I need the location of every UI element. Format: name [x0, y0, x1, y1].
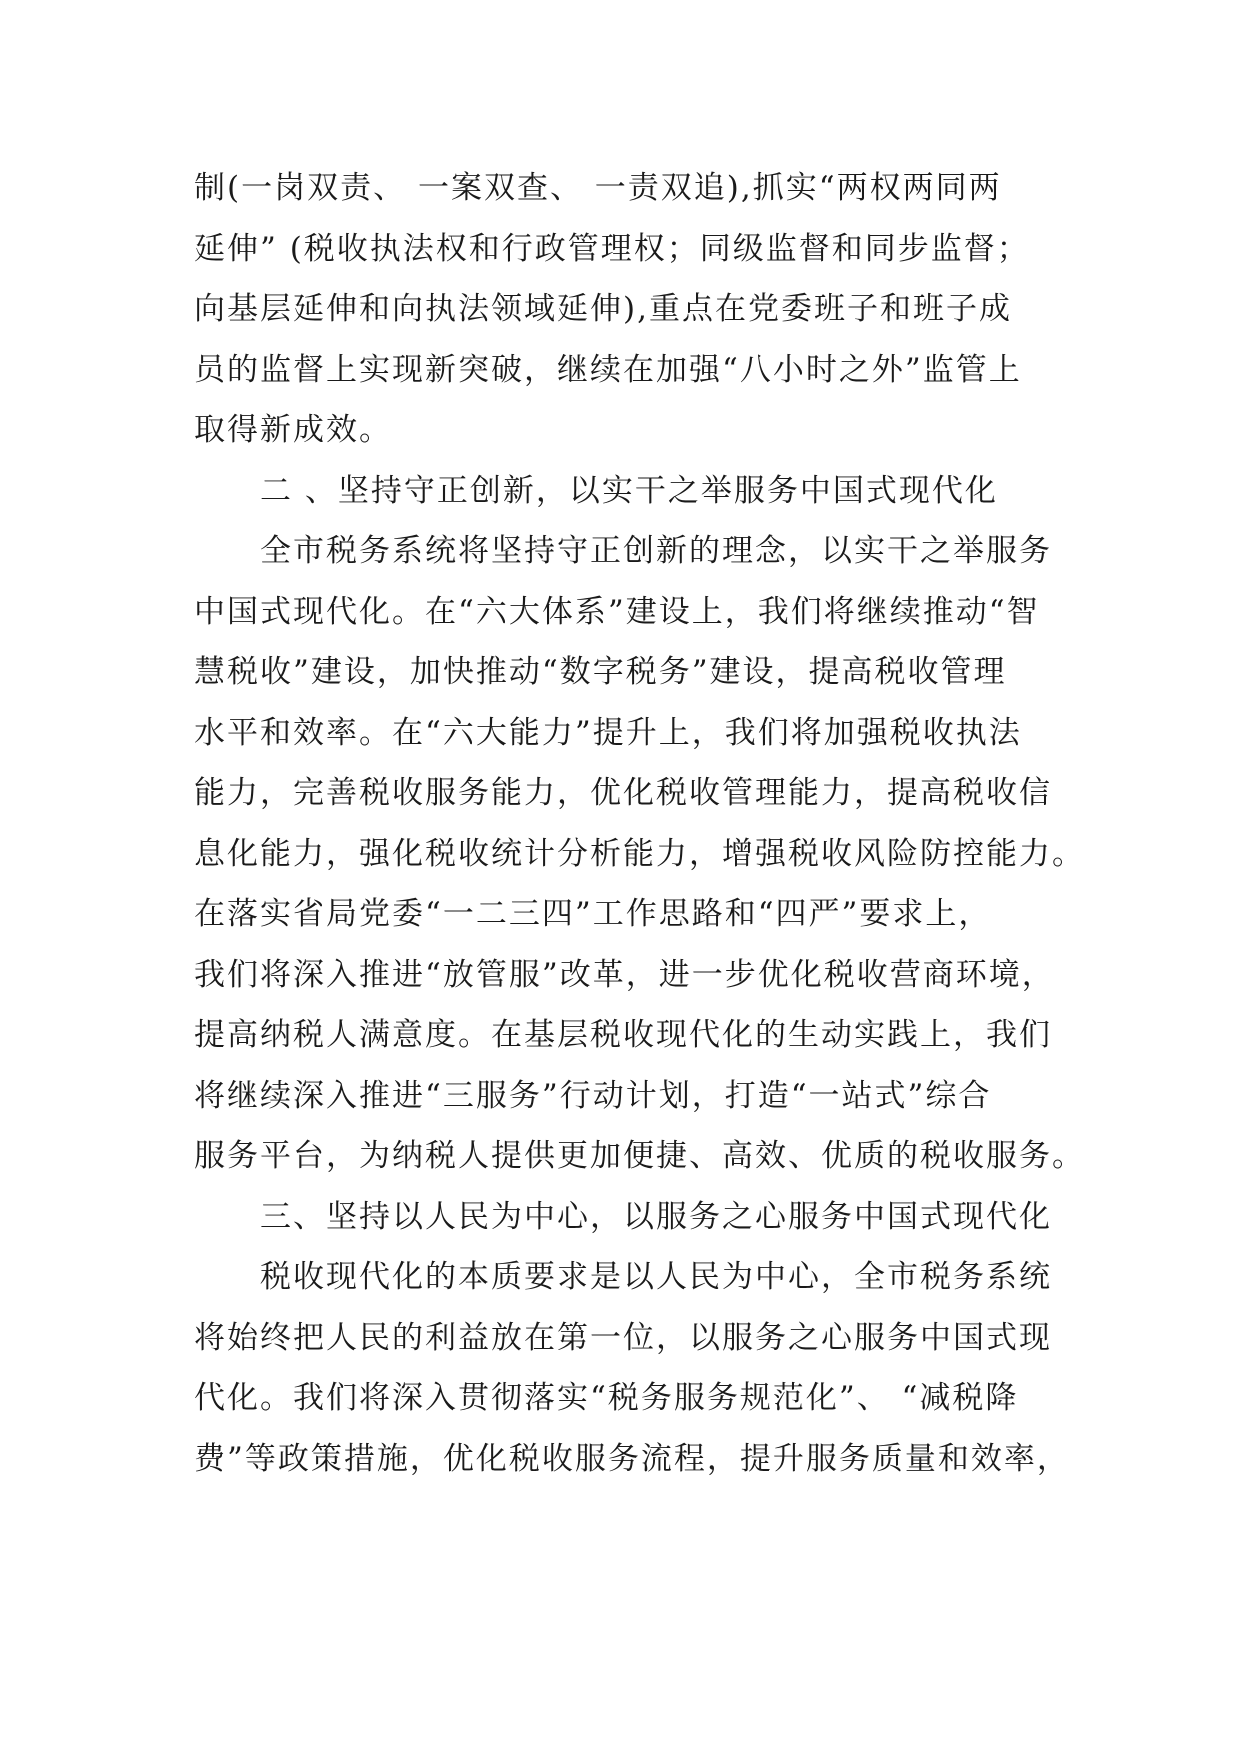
text-line: 取得新成效。	[194, 412, 392, 448]
section-3-body	[194, 1247, 1070, 1489]
text-line: 水平和效率。在“六大能力”提升上，我们将加强税收执法	[194, 714, 1022, 751]
text-line: 员的监督上实现新突破，继续在加强“八小时之外”监管上	[194, 351, 1022, 388]
text-line: 慧税收”建设，加快推动“数字税务”建设，提高税收管理	[194, 654, 1007, 690]
text-line: 将继续深入推进“三服务”行动计划，打造“一站式”综合	[194, 1077, 992, 1114]
text-line: 将始终把人民的利益放在第一位，以服务之心服务中国式现	[194, 1319, 1052, 1356]
text-line: 税收现代化的本质要求是以人民为中心，全市税务系统	[260, 1259, 1052, 1295]
section-1-tail	[194, 158, 1054, 461]
text-line: 在落实省局党委“一二三四”工作思路和“四严”要求上，	[194, 896, 992, 932]
text-line: 中国式现代化。在“六大体系”建设上，我们将继续推动“智	[194, 593, 1040, 630]
text-line: 代化。我们将深入贯彻落实“税务服务规范化”、 “减税降	[194, 1380, 1019, 1416]
text-line: 我们将深入推进“放管服”改革，进一步优化税收营商环境，	[194, 956, 1055, 993]
text-line: 制(一岗双责、 一案双查、 一责双追),抓实“两权两同两	[194, 170, 1002, 206]
text-line: 能力，完善税收服务能力，优化税收管理能力，提高税收信	[194, 775, 1052, 811]
text-line: 服务平台，为纳税人提供更加便捷、高效、优质的税收服务。	[194, 1138, 1085, 1174]
text-line: 费”等政策措施，优化税收服务流程，提升服务质量和效率，	[194, 1440, 1070, 1477]
section-2-body	[194, 521, 1085, 1187]
section-heading-3: 三、坚持以人民为中心，以服务之心服务中国式现代化	[260, 1198, 1052, 1235]
text-line: 全市税务系统将坚持守正创新的理念，以实干之举服务	[260, 533, 1052, 569]
text-line: 向基层延伸和向执法领域延伸),重点在党委班子和班子成	[194, 291, 1012, 327]
section-heading-2: 二 、坚持守正创新，以实干之举服务中国式现代化	[260, 472, 998, 509]
text-line: 提高纳税人满意度。在基层税收现代化的生动实践上，我们	[194, 1017, 1052, 1053]
text-line: 息化能力，强化税收统计分析能力，增强税收风险防控能力。	[194, 835, 1085, 872]
text-line: 延伸” (税收执法权和行政管理权；同级监督和同步监督；	[194, 230, 1030, 267]
document-body	[194, 158, 1085, 1489]
